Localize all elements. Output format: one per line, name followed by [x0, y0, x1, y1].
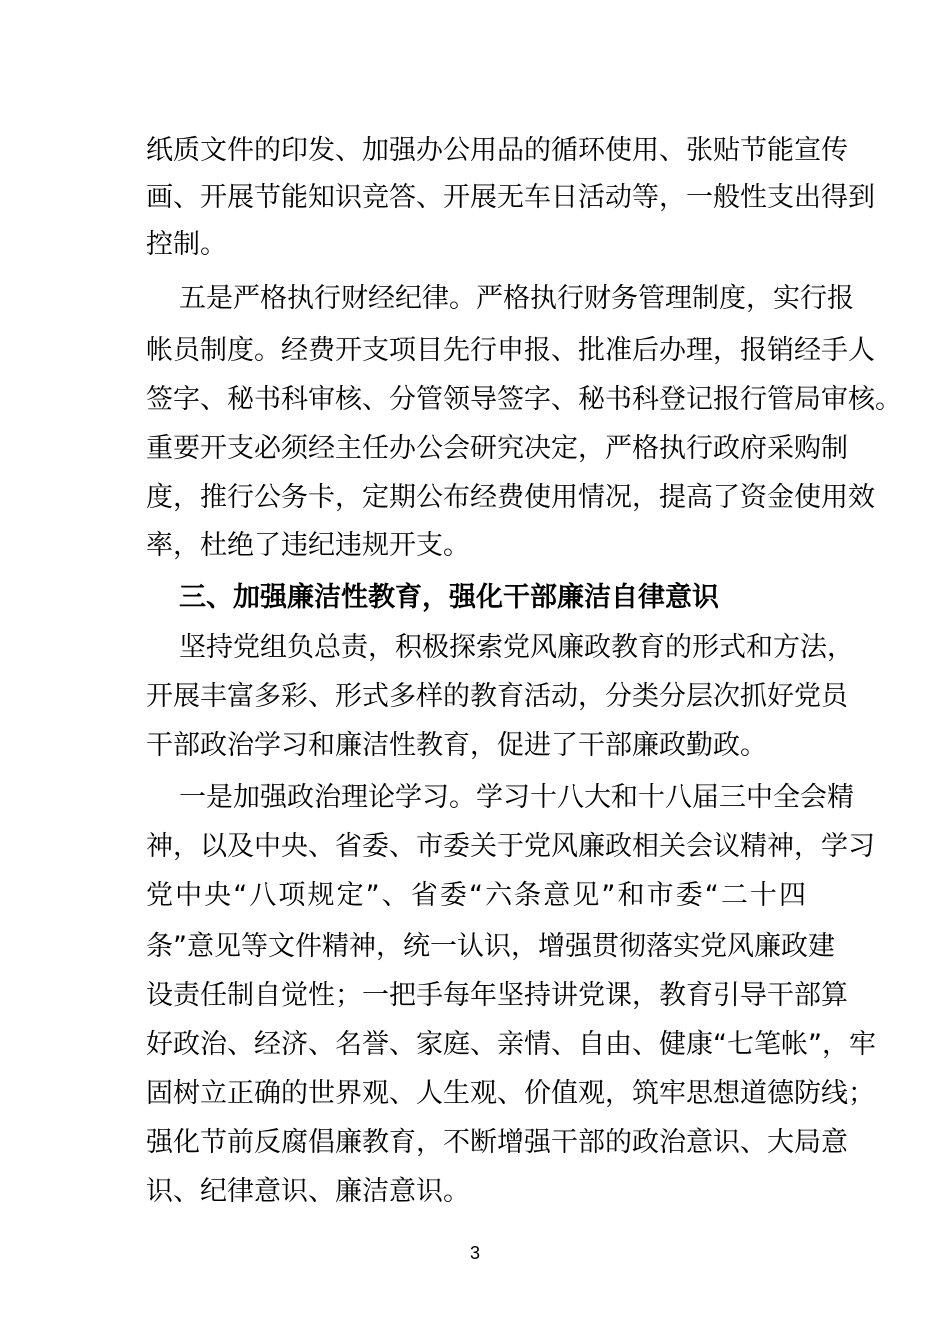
p3-line-1: 坚持党组负总责，积极探索党风廉政教育的形式和方法，: [179, 632, 854, 663]
p2-line-6: 率，杜绝了违纪违规开支。: [146, 530, 470, 561]
p4-line-5: 设责任制自觉性；一把手每年坚持讲党课，教育引导干部算: [146, 980, 848, 1011]
p1-line-1: 纸质文件的印发、加强办公用品的循环使用、张贴节能宣传: [146, 135, 848, 166]
p4-line-9: 识、纪律意识、廉洁意识。: [146, 1176, 470, 1207]
p4-line-3: 党中央“八项规定”、省委“六条意见”和市委“二十四: [146, 880, 806, 911]
p2-line-4: 重要开支必须经主任办公会研究决定，严格执行政府采购制: [146, 433, 848, 464]
p2-line-3: 签字、秘书科审核、分管领导签字、秘书科登记报行管局审核。: [146, 384, 902, 415]
p4-line-4: 条”意见等文件精神，统一认识，增强贯彻落实党风廉政建: [146, 931, 835, 962]
p4-line-7: 固树立正确的世界观、人生观、价值观，筑牢思想道德防线；: [146, 1078, 875, 1109]
p3-line-3: 干部政治学习和廉洁性教育，促进了干部廉政勤政。: [146, 730, 767, 761]
page-number: 3: [469, 1243, 480, 1263]
section-heading: 三、加强廉洁性教育，强化干部廉洁自律意识: [179, 582, 719, 613]
p2-line-5: 度，推行公务卡，定期公布经费使用情况，提高了资金使用效: [146, 482, 875, 513]
p4-line-6: 好政治、经济、名誉、家庭、亲情、自由、健康“七笔帐”，牢: [146, 1029, 876, 1060]
p4-line-1: 一是加强政治理论学习。学习十八大和十八届三中全会精: [179, 782, 854, 813]
p4-line-2: 神，以及中央、省委、市委关于党风廉政相关会议精神，学习: [146, 831, 875, 862]
p4-line-8: 强化节前反腐倡廉教育，不断增强干部的政治意识、大局意: [146, 1127, 848, 1158]
p1-line-2: 画、开展节能知识竞答、开展无车日活动等，一般性支出得到: [146, 182, 875, 213]
p2-line-1: 五是严格执行财经纪律。严格执行财务管理制度，实行报: [179, 283, 854, 314]
p1-line-3: 控制。: [146, 229, 227, 260]
p2-line-2: 帐员制度。经费开支项目先行申报、批准后办理，报销经手人: [146, 335, 875, 366]
p3-line-2: 开展丰富多彩、形式多样的教育活动，分类分层次抓好党员: [146, 681, 848, 712]
